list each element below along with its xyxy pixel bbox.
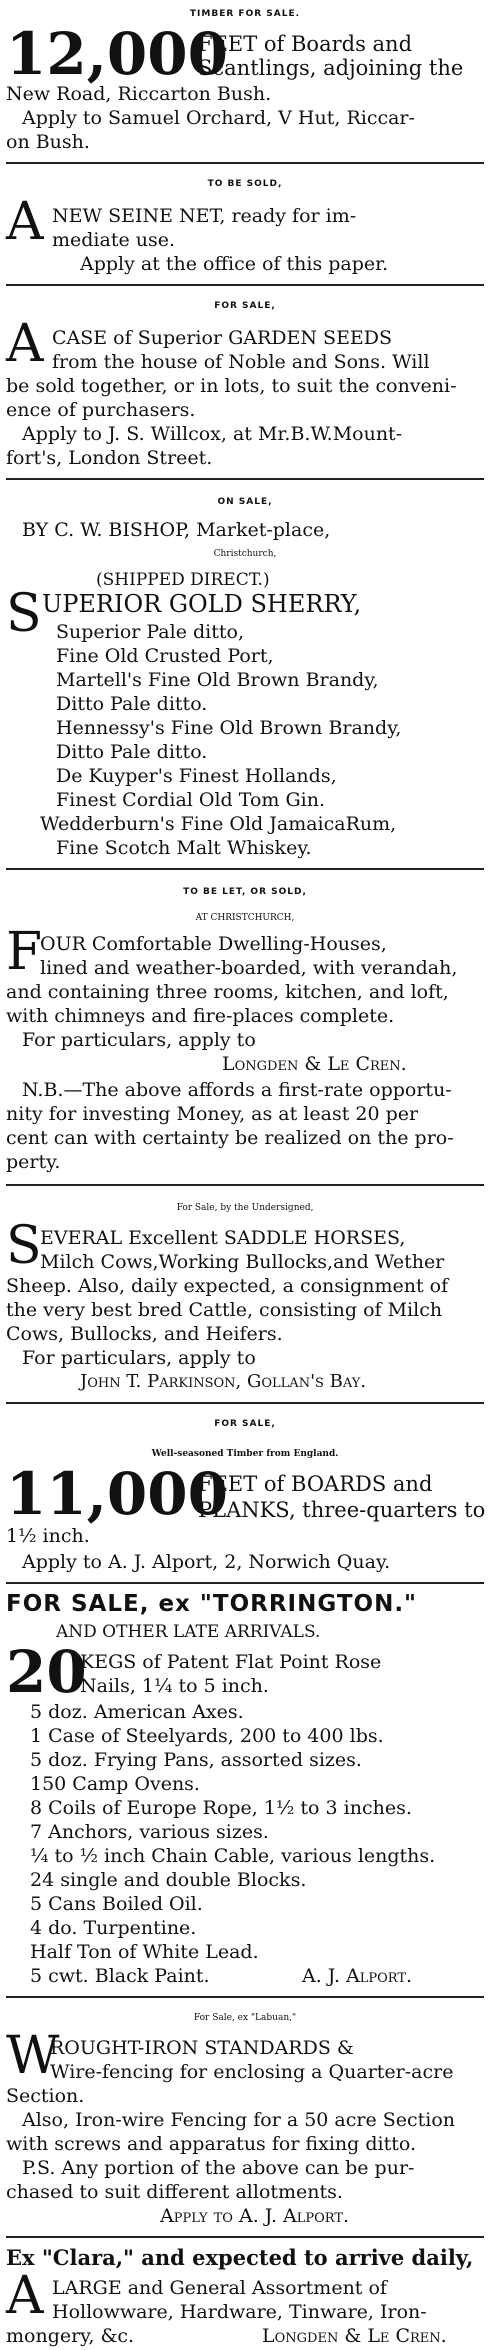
item-line: 150 Camp Ovens. [30,1773,200,1795]
item-line: 5 cwt. Black Paint. [30,1965,210,1987]
ad-line: Scantlings, adjoining the [198,56,464,80]
ad-heading-horses: For Sale, by the Undersigned, [176,1203,314,1213]
ad-line: with chimneys and fire-places complete. [6,1005,395,1027]
ad-line: PLANKS, three-quarters to [198,1498,486,1522]
ad-line: ence of purchasers. [6,399,196,421]
ad-line: be sold together, or in lots, to suit the conveni- [6,375,457,397]
ad-signature: A. J. Alport. [302,1965,413,1987]
ad-heading-bishop: ON SALE, [217,497,273,507]
ad-signature: John T. Parkinson, Gollan's Bay. [80,1371,367,1392]
ad-line: NEW SEINE NET, ready for im- [52,205,357,227]
item-line: Ditto Pale ditto. [56,693,208,715]
ad-heading-labuan: For Sale, ex "Labuan," [193,2013,297,2023]
divider-rule [6,868,484,870]
ad-line: LARGE and General Assortment of [52,2277,387,2299]
divider-rule [6,2236,484,2238]
item-line: Fine Old Crusted Port, [56,645,274,667]
item-line: Finest Cordial Old Tom Gin. [56,789,325,811]
ad-line: Christchurch, [213,549,277,559]
divider-rule [6,1582,484,1584]
ad-signature: Longden & Le Cren. [222,1053,407,1075]
item-line: 7 Anchors, various sizes. [30,1821,269,1843]
ad-initial-a: A [6,314,44,374]
item-line: Fine Scotch Malt Whiskey. [56,837,312,859]
ad-heading-timber: TIMBER FOR SALE. [189,9,301,19]
ad-heading-clara: Ex "Clara," and expected to arrive daily, [6,2245,474,2270]
ad-signature: Longden & Le Cren. [262,2325,447,2347]
divider-rule [6,162,484,164]
ad-line: (SHIPPED DIRECT.) [96,570,270,590]
item-line: 1 Case of Steelyards, 200 to 400 lbs. [30,1725,384,1747]
ad-line: UPERIOR GOLD SHERRY, [42,590,362,618]
item-line: 5 doz. Frying Pans, assorted sizes. [30,1749,362,1771]
ad-line: New Road, Riccarton Bush. [6,83,272,105]
ad-line: FEET of BOARDS and [198,1472,433,1496]
divider-rule [6,1184,484,1186]
item-line: ¼ to ½ inch Chain Cable, various lengths. [30,1845,436,1867]
item-line: Half Ton of White Lead. [30,1941,259,1963]
ad-line: OUR Comfortable Dwelling-Houses, [40,933,387,955]
ad-line: Milch Cows,Working Bullocks,and Wether [40,1251,445,1273]
ad-initial-20: 20 [6,1638,87,1706]
ad-line: Hollowware, Hardware, Tinware, Iron- [52,2301,427,2323]
ad-line: Apply to Samuel Orchard, V Hut, Riccar- [22,107,415,129]
ad-line: cent can with certainty be realized on the pro- [6,1127,454,1149]
ad-line: 1½ inch. [6,1525,90,1547]
ad-subheading: Well-seasoned Timber from England. [151,1449,339,1459]
ad-line: EVERAL Excellent SADDLE HORSES, [40,1227,406,1249]
ad-line: nity for investing Money, as at least 20 per [6,1103,419,1125]
ad-heading-seine: TO BE SOLD, [207,179,283,189]
ad-line: Apply at the office of this paper. [80,253,389,275]
ad-line: Apply to J. S. Willcox, at Mr.B.W.Mount- [22,423,403,445]
ad-line: mediate use. [52,229,176,251]
ad-line: BY C. W. BISHOP, Market-place, [22,519,331,541]
ad-initial-s: S [6,1216,42,1276]
ad-line: Section. [6,2085,85,2107]
ad-line: with screws and apparatus for fixing ditto. [6,2133,416,2155]
ad-line: Sheep. Also, daily expected, a consignment of [6,1275,449,1297]
item-line: 5 doz. American Axes. [30,1701,244,1723]
ad-line: Nails, 1¼ to 5 inch. [80,1675,269,1697]
ad-line: Also, Iron-wire Fencing for a 50 acre Section [22,2109,456,2131]
ad-line: For particulars, apply to [22,1347,256,1369]
ad-subheading: AND OTHER LATE ARRIVALS. [56,1622,321,1642]
ad-heading-planks: FOR SALE, [214,1419,276,1429]
ad-signature: Apply to A. J. Alport. [160,2205,350,2227]
ad-line: lined and weather-boarded, with verandah, [40,957,458,979]
ad-line: CASE of Superior GARDEN SEEDS [52,327,393,349]
ad-initial-a: A [6,192,44,252]
ad-line: and containing three rooms, kitchen, and loft, [6,981,449,1003]
divider-rule [6,1996,484,1998]
item-line: Martell's Fine Old Brown Brandy, [56,669,379,691]
ad-line: chased to suit different allotments. [6,2181,343,2203]
item-line: Ditto Pale ditto. [56,741,208,763]
ad-line: FEET of Boards and [198,32,413,56]
item-line: Hennessy's Fine Old Brown Brandy, [56,717,402,739]
item-line: Superior Pale ditto, [56,621,244,643]
ad-line: For particulars, apply to [22,1029,256,1051]
item-line: 24 single and double Blocks. [30,1869,307,1891]
ad-line: Apply to A. J. Alport, 2, Norwich Quay. [22,1551,391,1573]
ad-line: mongery, &c. [6,2325,135,2347]
ad-line: N.B.—The above affords a first-rate opportu- [22,1079,452,1101]
ad-line: on Bush. [6,131,90,153]
ad-line: perty. [6,1151,61,1173]
ad-initial-f: F [6,922,43,982]
ad-initial-a: A [6,2266,44,2326]
divider-rule [6,1402,484,1404]
item-line: 8 Coils of Europe Rope, 1½ to 3 inches. [30,1797,412,1819]
ad-line: from the house of Noble and Sons. Will [52,351,430,373]
item-line: De Kuyper's Finest Hollands, [56,765,337,787]
ad-initial-s: S [6,584,42,644]
ad-line: P.S. Any portion of the above can be pur- [22,2157,415,2179]
ad-line: fort's, London Street. [6,447,213,469]
ad-heading-seeds: FOR SALE, [214,301,276,311]
item-line: 5 Cans Boiled Oil. [30,1893,203,1915]
ad-subheading: AT CHRISTCHURCH, [195,913,295,923]
ad-heading-torrington: FOR SALE, ex "TORRINGTON." [6,1591,418,1617]
ad-heading-houses: TO BE LET, OR SOLD, [183,887,307,897]
ad-initial-w: W [6,2026,60,2086]
ad-line: Cows, Bullocks, and Heifers. [6,1323,283,1345]
item-line: 4 do. Turpentine. [30,1917,197,1939]
divider-rule [6,478,484,480]
ad-line: the very best bred Cattle, consisting of Milch [6,1299,443,1321]
item-line: Wedderburn's Fine Old JamaicaRum, [40,813,397,835]
ad-line: Wire-fencing for enclosing a Quarter-acre [50,2061,454,2083]
ad-initial-11000: 11,000 [6,1460,228,1528]
ad-initial-12000: 12,000 [6,20,228,88]
divider-rule [6,284,484,286]
ad-line: KEGS of Patent Flat Point Rose [80,1651,382,1673]
ad-line: ROUGHT-IRON STANDARDS & [50,2037,354,2059]
